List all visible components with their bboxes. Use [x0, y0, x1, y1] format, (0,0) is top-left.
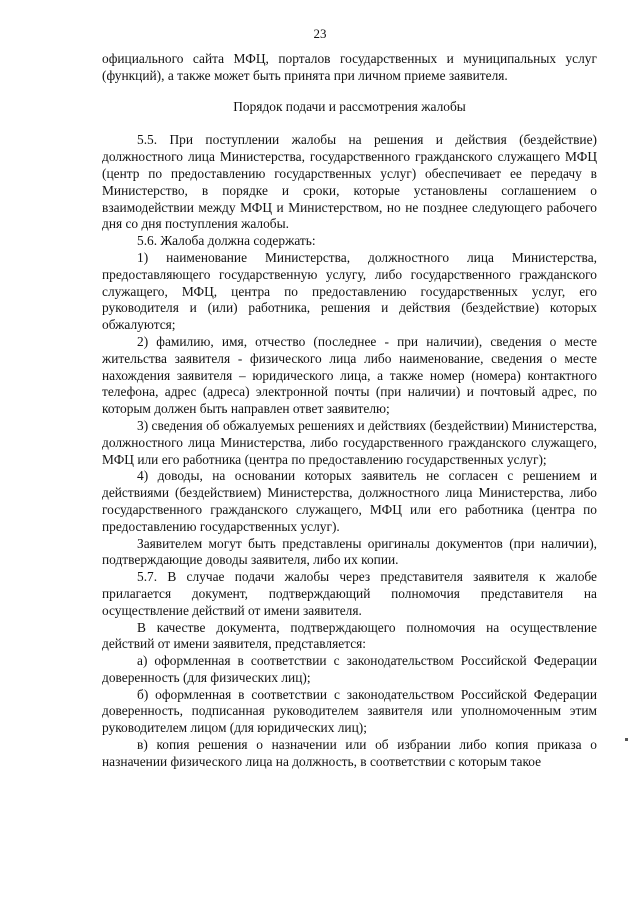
- section-heading: Порядок подачи и рассмотрения жалобы: [233, 98, 466, 114]
- list-item-a: а) оформленная в соответствии с законодательством Российской Федерации доверенность (для физических лиц);: [102, 653, 597, 685]
- paragraph-document-types: В качестве документа, подтверждающего полномочия на осуществление действий от имени заявителя, представляется:: [102, 619, 597, 652]
- list-item-3: 3) сведения об обжалуемых решениях и действиях (бездействии) Министерства, должностного лица Министерства, либо государственного гражданского служащего, МФЦ или его работника (центра по предоставлению государственных услуг);: [102, 417, 597, 467]
- paragraph-originals: Заявителем могут быть представлены оригиналы документов (при наличии), подтверждающие доводы заявителя, либо их копии.: [102, 535, 597, 568]
- list-item-v: в) копия решения о назначении или об избрании либо копия приказа о назначении физического лица на должность, в соответствии с которым такое: [102, 737, 597, 769]
- list-item-1: 1) наименование Министерства, должностного лица Министерства, предоставляющего государственную услугу, либо государственного гражданского служащего, МФЦ, центра по предоставлению государственных услуг, его руководителя и (или) работника, решения и действия (бездействие) которых обжалуются;: [102, 249, 597, 333]
- page-number: 23: [313, 26, 327, 41]
- list-item-2: 2) фамилию, имя, отчество (последнее - при наличии), сведения о месте жительства заявителя - физического лица либо наименование, сведения о месте нахождения заявителя – юридического лица, а также номер (номера) контактного телефона, адрес (адреса) электронной почты (при наличии) и почтовый адрес, по которым должен быть направлен ответ заявителю;: [102, 333, 597, 417]
- page-body: [102, 51, 597, 771]
- list-item-b: б) оформленная в соответствии с законодательством Российской Федерации доверенность, подписанная руководителем заявителя или уполномоченным этим руководителем лицом (для юридических лиц);: [102, 686, 597, 736]
- scan-mark: [625, 738, 628, 741]
- paragraph-5-6: 5.6. Жалоба должна содержать:: [137, 233, 316, 249]
- paragraph-5-7: 5.7. В случае подачи жалобы через представителя заявителя к жалобе прилагается документ, подтверждающий полномочия представителя на осуществление действий от имени заявителя.: [102, 569, 597, 618]
- list-item-4: 4) доводы, на основании которых заявитель не согласен с решением и действиями (бездействием) Министерства, должностного лица Министерства, либо государственного гражданского служащего, МФЦ или его работника (центра по предоставлению государственных услуг).: [102, 468, 597, 534]
- paragraph-5-5: 5.5. При поступлении жалобы на решения и действия (бездействие) должностного лица Министерства, государственного гражданского служащего МФЦ (центр по предоставлению государственных услуг) обеспечивает ее передачу в Министерство, в порядке и сроки, которые установлены соглашением о взаимодействии между МФЦ и Министерством, но не позднее следующего рабочего дня со дня поступления жалобы.: [102, 132, 597, 232]
- paragraph-continuation: официального сайта МФЦ, порталов государственных и муниципальных услуг (функций), а также может быть принята при личном приеме заявителя.: [102, 51, 597, 83]
